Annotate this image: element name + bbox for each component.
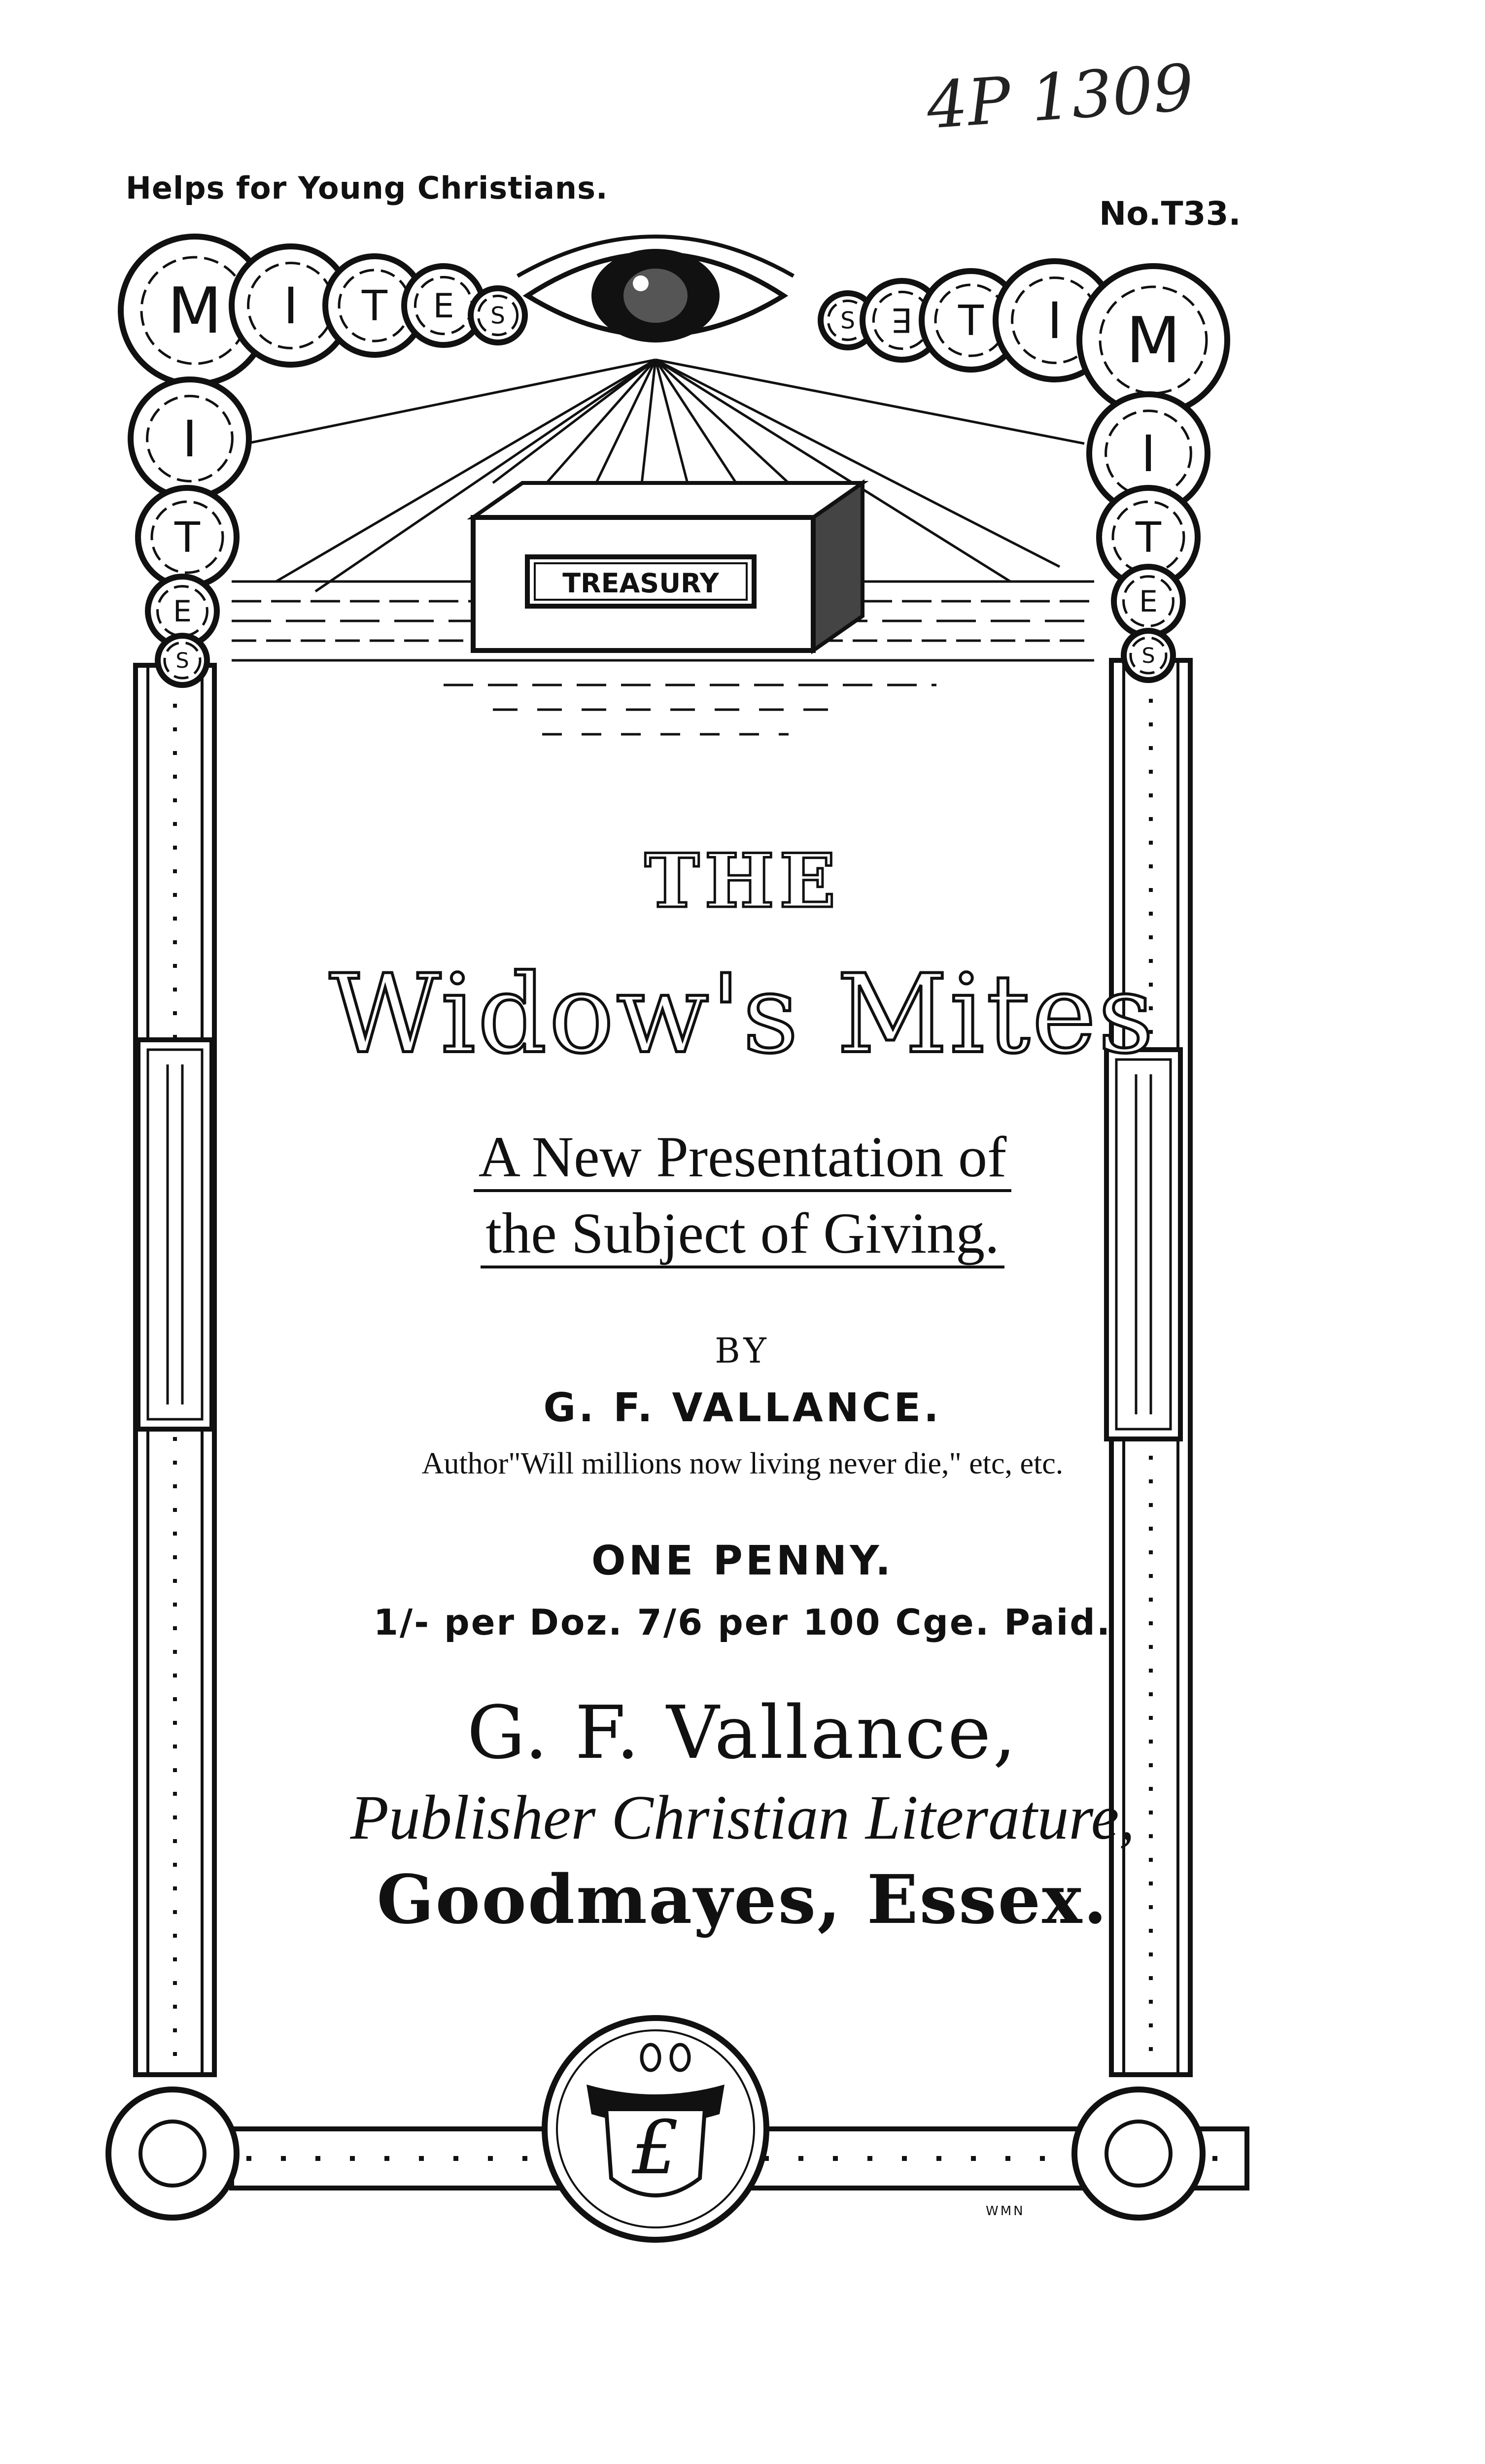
issue-number: No.T33. [1099,195,1241,233]
svg-text:T: T [1136,513,1161,562]
handwritten-shelfmark: 4P 1309 [924,50,1196,143]
svg-text:S: S [490,302,505,330]
coin-s-4 [158,636,207,685]
coin-t-2 [138,488,237,586]
series-title: Helps for Young Christians. [126,170,608,206]
subtitle-line-1-text: A New Presentation of [474,1125,1012,1192]
coin-s-4 [1124,631,1173,680]
svg-text:S: S [175,649,189,673]
svg-text:E: E [173,594,192,629]
pound-icon: £ [632,2105,679,2191]
main-title: Widow's Mites [329,951,1156,1077]
svg-text:I: I [283,277,299,336]
svg-text:I: I [1140,425,1156,483]
svg-text:E: E [1139,584,1158,619]
svg-text:T: T [362,282,387,331]
svg-text:M: M [167,274,222,348]
bulk-rates: 1/- per Doz. 7/6 per 100 Cge. Paid. [373,1602,1112,1643]
subtitle-line-2-text: the Subject of Giving. [481,1201,1004,1268]
title-the: THE [644,838,841,924]
engraver-mark: WMN [986,2204,1025,2219]
treasury-chest [473,483,863,650]
publisher-place: Goodmayes, Essex. [377,1860,1108,1939]
svg-text:S: S [1141,644,1155,668]
treasury-label: TREASURY [562,568,719,599]
coin-e-3 [1114,567,1183,636]
subtitle-line-1 [0,1124,1485,1191]
coin-i-1 [131,379,249,498]
pound-emblem [545,2018,766,2240]
svg-text:I: I [1047,292,1063,350]
svg-text:M: M [1126,304,1181,377]
coin-s-3 [471,288,525,342]
byline-by: BY [715,1331,770,1371]
svg-text:S: S [840,307,855,335]
svg-text:E: E [891,300,913,339]
svg-text:I: I [182,410,198,469]
coin-row-top-right [821,261,1114,379]
svg-text:T: T [174,513,200,562]
price: ONE PENNY. [591,1538,894,1584]
publisher-name: G. F. Vallance, [467,1690,1018,1775]
publisher-role: Publisher Christian Literature, [350,1782,1135,1852]
coin-row-top-left [232,246,525,365]
coin-column-right [1079,266,1227,680]
svg-text:T: T [958,297,984,345]
all-seeing-eye-icon [518,237,794,342]
subtitle-line-2 [0,1200,1485,1267]
author-name: G. F. VALLANCE. [543,1385,942,1431]
svg-text:E: E [433,287,454,326]
author-credit: Author"Will millions now living never die," etc, etc. [421,1447,1064,1480]
